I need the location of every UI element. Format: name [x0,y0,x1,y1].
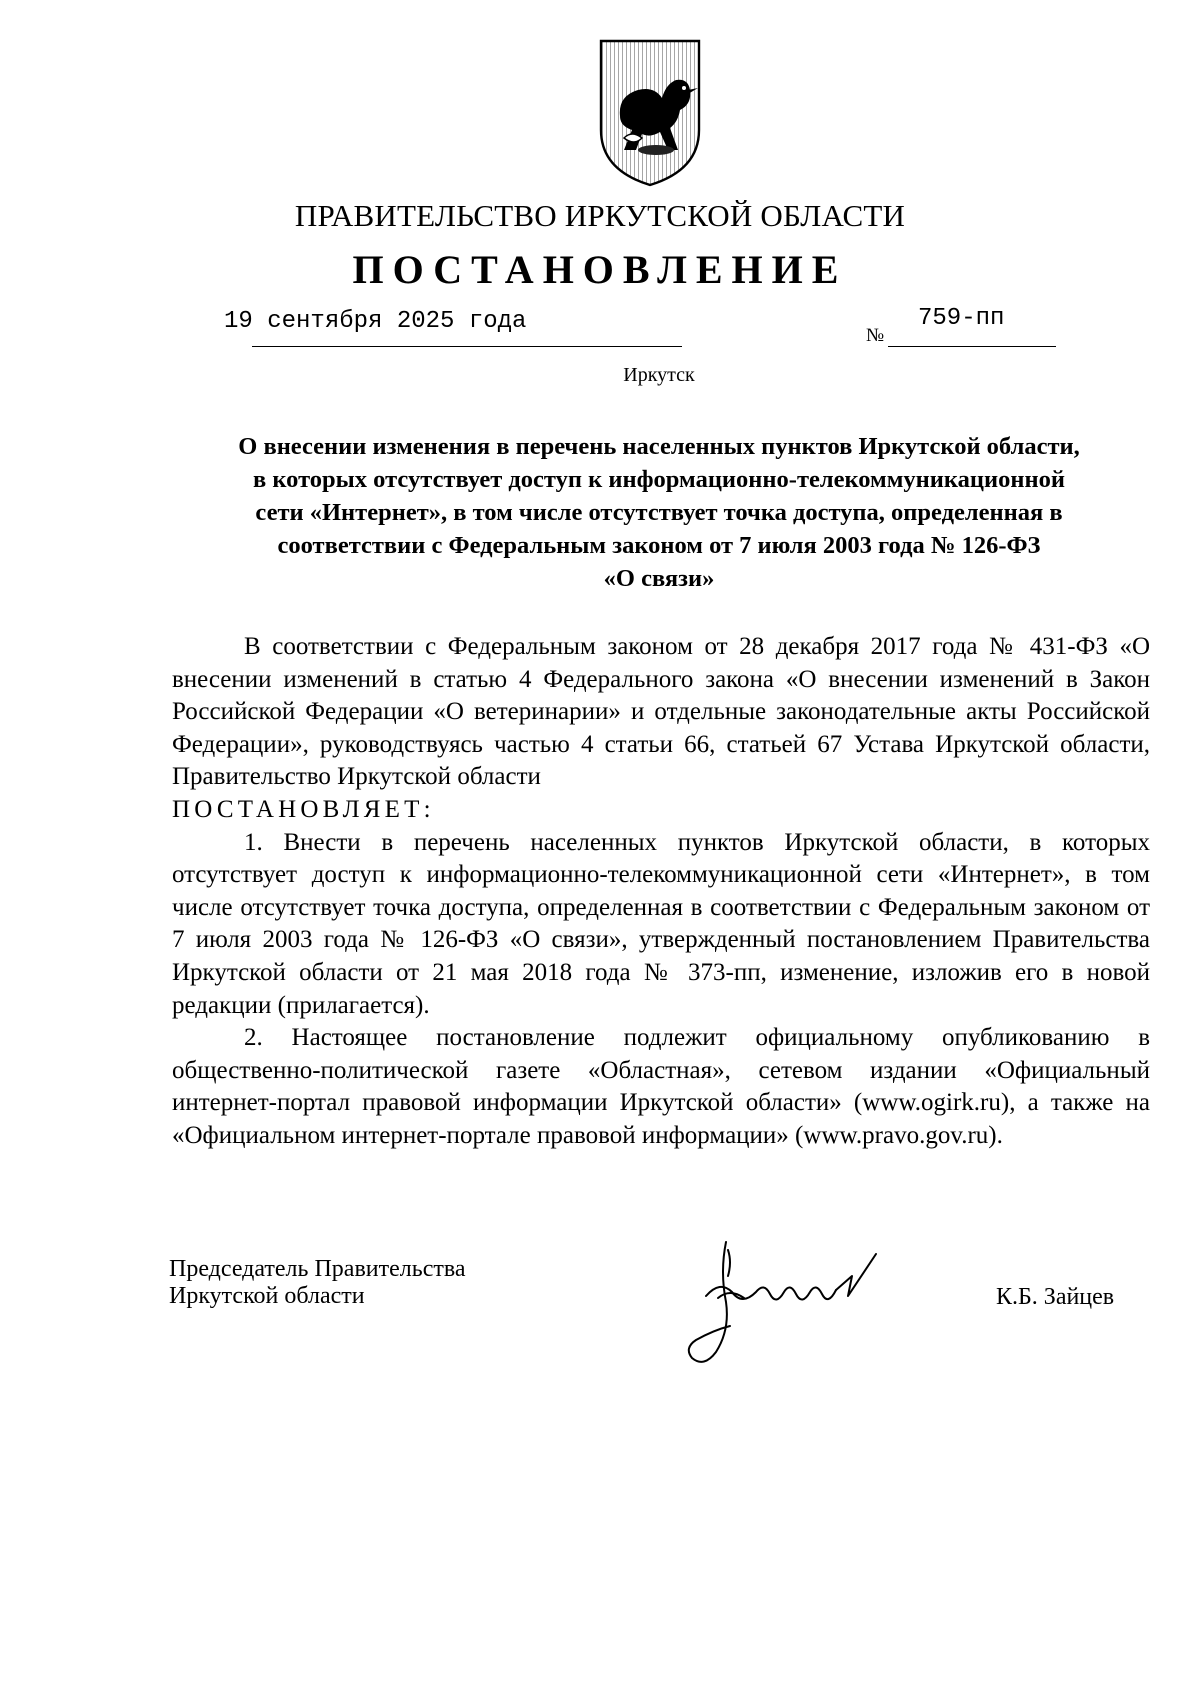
decree-item-2: 2. Настоящее постановление подлежит официальному опубликованию в общественно-политической газете «Областная», сетевом издании «Официальный интернет-портал правовой информации Иркутской области» (www.ogirk.ru), а также на «Официальном интернет-портале правовой информации» (www.pravo.gov.ru). [172,1024,1150,1149]
decree-date: 19 сентября 2025 года [224,308,527,335]
subject-line: сети «Интернет», в том числе отсутствует точка доступа, определенная в [255,499,1063,526]
signatory-position [169,1256,466,1310]
decree-date-field [224,308,526,335]
date-underline [252,346,682,347]
preamble-paragraph: В соответствии с Федеральным законом от 28 декабря 2017 года № 431-ФЗ «О внесении изменений в статью 4 Федерального закона «О внесении изменений в Закон Российской Федерации «О ветеринарии» и отдельные законодательные акты Российской Федерации», руководствуясь частью 4 статьи 66, статьей 67 Устава Иркутской области, Правительство Иркутской области [172,633,1150,791]
handwritten-signature-icon [670,1232,930,1382]
number-underline [888,346,1056,347]
coat-of-arms-icon [598,38,702,188]
signatory-name: К.Б. Зайцев [996,1284,1115,1310]
subject-line: соответствии с Федеральным законом от 7 июля 2003 года № 126-ФЗ [277,532,1041,559]
number-sign: № [866,325,885,346]
subject-line: «О связи» [603,565,715,592]
subject-line: О внесении изменения в перечень населенных пунктов Иркутской области, [238,433,1080,460]
subject-line: в которых отсутствует доступ к информационно-телекоммуникационной [253,466,1065,493]
government-name: ПРАВИТЕЛЬСТВО ИРКУТСКОЙ ОБЛАСТИ [294,198,906,233]
document-type-heading: ПОСТАНОВЛЕНИЕ [352,247,848,292]
place-of-issue: Иркутск [623,364,695,386]
position-line-2: Иркутской области [169,1283,365,1309]
decree-number: 759-пп [918,305,1005,332]
decree-subject [160,430,1158,595]
ruling-word: ПОСТАНОВЛЯЕТ: [172,795,435,823]
decree-item-1: 1. Внести в перечень населенных пунктов Иркутской области, в которых отсутствует доступ к информационно-телекоммуникационной сети «Интернет», в том числе отсутствует точка доступа, определенная в соответствии с Федеральным законом от 7 июля 2003 года № 126-ФЗ «О связи», утвержденный постановлением Правительства Иркутской области от 21 мая 2018 года № 373-пп, изменение, изложив его в новой редакции (прилагается). [172,828,1150,1019]
decree-body [172,631,1150,1153]
position-line-1: Председатель Правительства [169,1256,466,1282]
